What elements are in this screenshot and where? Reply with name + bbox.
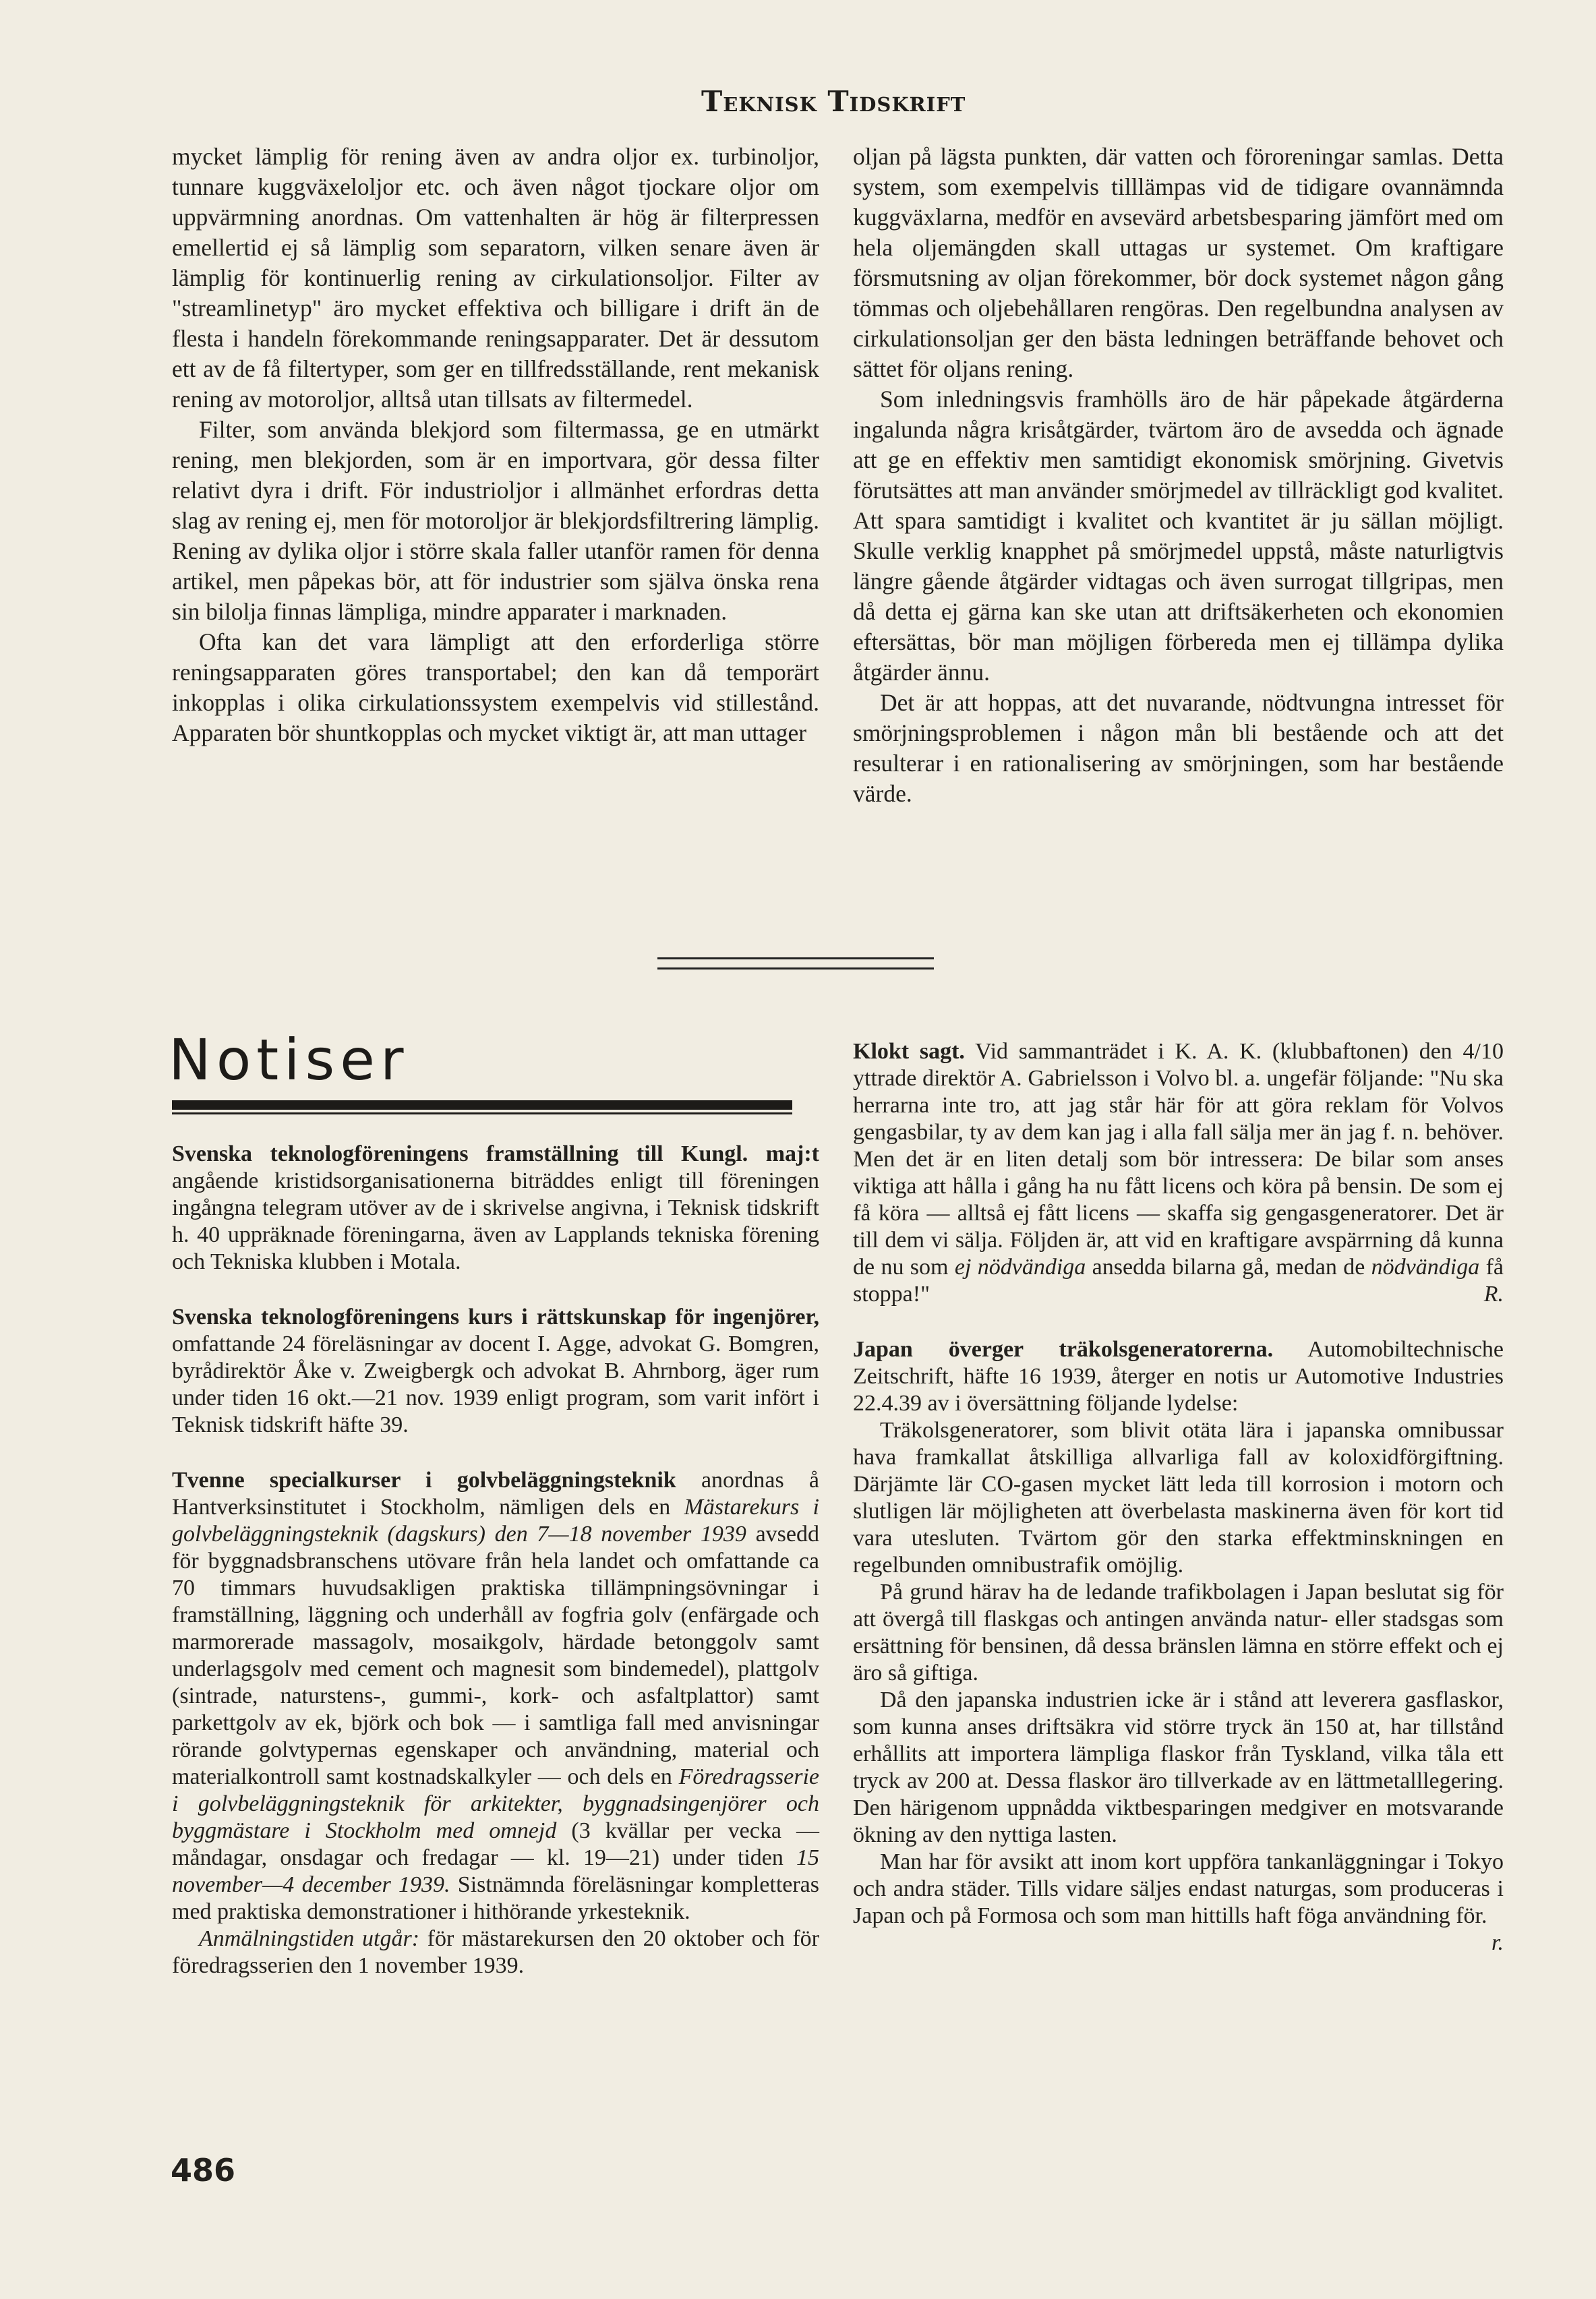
notis-text: Man har för avsikt att inom kort uppföra tankanläggningar i Tokyo och andra städer. Tills vidare säljes endast naturgas, som produceras i Japan och på Formosa och som man hittills haft föga användning för. — [853, 1849, 1504, 1928]
notis-italic: ej nödvändiga — [954, 1255, 1086, 1280]
notiser-heading: Notiser — [169, 1027, 409, 1093]
heading-rule — [172, 1100, 792, 1110]
article-paragraph: Som inledningsvis framhölls äro de här påpekade åtgärderna ingalunda några krisåtgärder, tvärtom äro de avsedda och ägnade att ge en effektiv men samtidigt ekonomisk smörjning. Givetvis förutsättes att man använder smörjmedel av tillräckligt god kvalitet. Att spara samtidigt i kvalitet och kvantitet är ju sällan möjligt. Skulle verklig knapphet på smörjmedel uppstå, måste naturligtvis längre gående åtgärder vidtagas och även surrogat tillgripas, men då detta ej gärna kan ske utan att driftsäkerheten och ekonomien eftersättas, bör man möjligen förbereda men ej tillämpa dylika åtgärder ännu. — [853, 386, 1504, 686]
notis-lead: Tvenne specialkurser i golvbeläggningsteknik — [172, 1468, 676, 1493]
page-number: 486 — [171, 2152, 236, 2188]
signature: r. — [1491, 1930, 1504, 1955]
notis-italic: 15 november—4 december 1939. — [172, 1845, 819, 1897]
notis-item — [853, 1038, 1504, 1308]
notis-text: omfattande 24 föreläsningar av docent I. Agge, advokat G. Bomgren, byrådirektör Åke v. Zweigbergk och advokat B. Ahrnborg, äger rum under tiden 16 okt.—21 nov. 1939 enligt program, som varit infört i Teknisk tidskrift häfte 39. — [172, 1332, 819, 1437]
article-paragraph: Det är att hoppas, att det nuvarande, nödtvungna intresset för smörjningsproblemen i någon mån bli bestående och att det resulterar i en rationalisering av smörjningen, som har bestående värde. — [853, 689, 1504, 807]
notis-text: Vid sammanträdet i K. A. K. (klubbaftonen) den 4/10 yttrade direktör A. Gabrielsson i Volvo bl. a. ungefär följande: "Nu ska herrarna inte tro, att jag står här för att göra reklam för Volvos gengasbilar, ty av dem kan jag i alla fall sälja mer än jag f. n. behöver. Men det är en liten detalj som bör intressera: De bilar som anses viktiga att hålla i gång ha nu fått licens och köra på bensin. De som ej få köra — alltså ej fått licens — skaffa sig gengasgeneratorer. Det är till dem vi sälja. Följden är, att vid en kraftigare avspärrning då kunna de nu som — [853, 1039, 1504, 1280]
notis-italic: Föredragsserie i golvbeläggningsteknik för arkitekter, byggnadsingenjörer och byggmästare i Stockholm med omnejd — [172, 1764, 819, 1843]
notis-text: Automobiltechnische Zeitschrift, häfte 16 1939, återger en notis ur Automotive Industries 22.4.39 av i översättning följande lydelse: — [853, 1337, 1504, 1416]
notis-italic: Anmälningstiden utgår: — [199, 1926, 420, 1951]
notis-italic: nödvändiga — [1371, 1255, 1480, 1280]
notis-text: angående kristidsorganisationerna biträddes enligt till föreningen ingångna telegram utöver av de i skrivelse angivna, i Teknisk tidskrift h. 40 uppräknade föreningarna, även av Lapplands tekniska förening och Tekniska klubben i Motala. — [172, 1168, 819, 1274]
article-paragraph: oljan på lägsta punkten, där vatten och föroreningar samlas. Detta system, som exempelvis tilllämpas vid de tidigare ovannämnda kuggväxlarna, medför en avsevärd arbetsbesparing jämfört med om hela oljemängden skall uttagas ur systemet. Om kraftigare försmutsning av oljan förekommer, bör dock systemet någon gång tömmas och oljebehållaren rengöras. Den regelbundna analysen av cirkulationsoljan ger den bästa ledningen beträffande behovet och sättet för oljans rening. — [853, 143, 1504, 382]
notis-text: Sistnämnda föreläsningar kompletteras med praktiska demonstrationer i hithörande yrkesteknik. — [172, 1872, 820, 1924]
notis-text: (3 kvällar per vecka — måndagar, onsdagar och fredagar — kl. 19—21) under tiden — [172, 1818, 819, 1870]
notis-paragraph: Träkolsgeneratorer, som blivit otäta lära i japanska omnibussar hava framkallat åtskilliga allvarliga fall av koloxidförgiftning. Därjämte lär CO-gasen mycket lätt leda till korrosion i motorn och slutligen lär möjligheten att överbelasta maskinerna även för kort tid vara utesluten. Tvärtom gör den starka effektminskningen en regelbunden omnibustrafik omöjlig. — [853, 1418, 1504, 1578]
notis-paragraph: Då den japanska industrien icke är i stånd att leverera gasflaskor, som kunna anses driftsäkra vid större tryck än 150 at, har tillstånd erhållits att importera lämpliga flaskor från Tyskland, vilka tåla ett tryck av 200 at. Dessa flaskor äro tillverkade av en lättmetalllegering. Den härigenom uppnådda viktbesparingen medgiver en motsvarande ökning av den nyttiga lasten. — [853, 1688, 1504, 1847]
heading-rule-thin — [172, 1112, 792, 1114]
notis-text: avsedd för byggnadsbranschens utövare från hela landet och omfattande ca 70 timmars huvudsakligen praktiska tillämpningsövningar i framställning, läggning och underhåll av fogfria golv (enfärgade och marmorerade massagolv, mosaikgolv, härdade betonggolv samt underlagsgolv med cement och magnesit som bindemedel), plattgolv (sintrade, naturstens-, gummi-, kork- och asfaltplattor) samt parkettgolv av ek, björk och bok — i samtliga fall med anvisningar rörande golvtypernas egenskaper och användning, material och materialkontroll samt kostnadskalkyler — och dels en — [172, 1522, 819, 1789]
article-paragraph: Filter, som använda blekjord som filtermassa, ge en utmärkt rening, men blekjorden, som är en importvara, gör dessa filter relativt dyra i drift. För industrioljor i allmänhet erfordras detta slag av rening ej, men för motoroljor är blekjordsfiltrering lämplig. Rening av dylika oljor i större skala faller utanför ramen för denna artikel, men påpekas bör, att för industrier som själva önska rena sin bilolja finnas lämpliga, mindre apparater i marknaden. — [172, 416, 819, 625]
notis-paragraph — [853, 1849, 1504, 1955]
notis-lead: Svenska teknologföreningens kurs i rättskunskap för ingenjörer, — [172, 1305, 819, 1330]
notis-item-continued — [172, 1925, 819, 1979]
notis-paragraph: På grund härav ha de ledande trafikbolagen i Japan beslutat sig för att övergå till flaskgas och antingen använda natur- eller stadsgas som ersättning för bensinen, då dessa bränslen lämna en större effekt och ej äro så giftiga. — [853, 1580, 1504, 1685]
notis-lead: Japan överger träkolsgeneratorerna. — [853, 1337, 1274, 1362]
notis-lead: Klokt sagt. — [853, 1039, 965, 1064]
notis-text: ansedda bilarna gå, medan de — [1086, 1255, 1371, 1280]
notiser-right-column — [853, 1038, 1504, 1957]
article-paragraph: Ofta kan det vara lämpligt att den erforderliga större reningsapparaten göres transportabel; den kan då temporärt inkopplas i olika cirkulationssystem exempelvis vid stillestånd. Apparaten bör shuntkopplas och mycket viktigt är, att man uttager — [172, 628, 819, 746]
article-right-column — [853, 142, 1504, 809]
signature: R. — [1483, 1282, 1504, 1307]
running-head: Teknisk Tidskrift — [701, 85, 966, 118]
section-divider — [657, 957, 934, 969]
article-left-column — [172, 142, 819, 748]
notis-item — [172, 1304, 819, 1439]
notis-item — [172, 1467, 819, 1925]
notis-text: få stoppa!" — [853, 1255, 1504, 1307]
notis-italic: Mästarekurs i golvbeläggningsteknik (dagskurs) den 7—18 november 1939 — [172, 1495, 820, 1547]
notis-item — [853, 1336, 1504, 1417]
notis-text: för mästarekursen den 20 oktober och för föredragsserien den 1 november 1939. — [172, 1926, 819, 1978]
notis-lead: Svenska teknologföreningens framställning till Kungl. maj:t — [172, 1141, 819, 1166]
notis-text: anordnas å Hantverksinstitutet i Stockholm, nämligen dels en — [172, 1468, 820, 1520]
notis-item — [172, 1141, 819, 1276]
notiser-left-column — [172, 1141, 819, 1979]
article-paragraph: mycket lämplig för rening även av andra oljor ex. turbinoljor, tunnare kuggväxeloljor etc. och även något tjockare oljor om uppvärmning anordnas. Om vattenhalten är hög är filterpressen emellertid ej så lämplig som separatorn, vilken senare även är lämplig för kontinuerlig rening av cirkulationsoljor. Filter av "streamlinetyp" äro mycket effektiva och billigare i drift än de flesta i handeln förekommande reningsapparater. Det är dessutom ett av de få filtertyper, som ger en tillfredsställande, rent mekanisk rening av motoroljor, alltså utan tillsats av filtermedel. — [172, 143, 819, 413]
